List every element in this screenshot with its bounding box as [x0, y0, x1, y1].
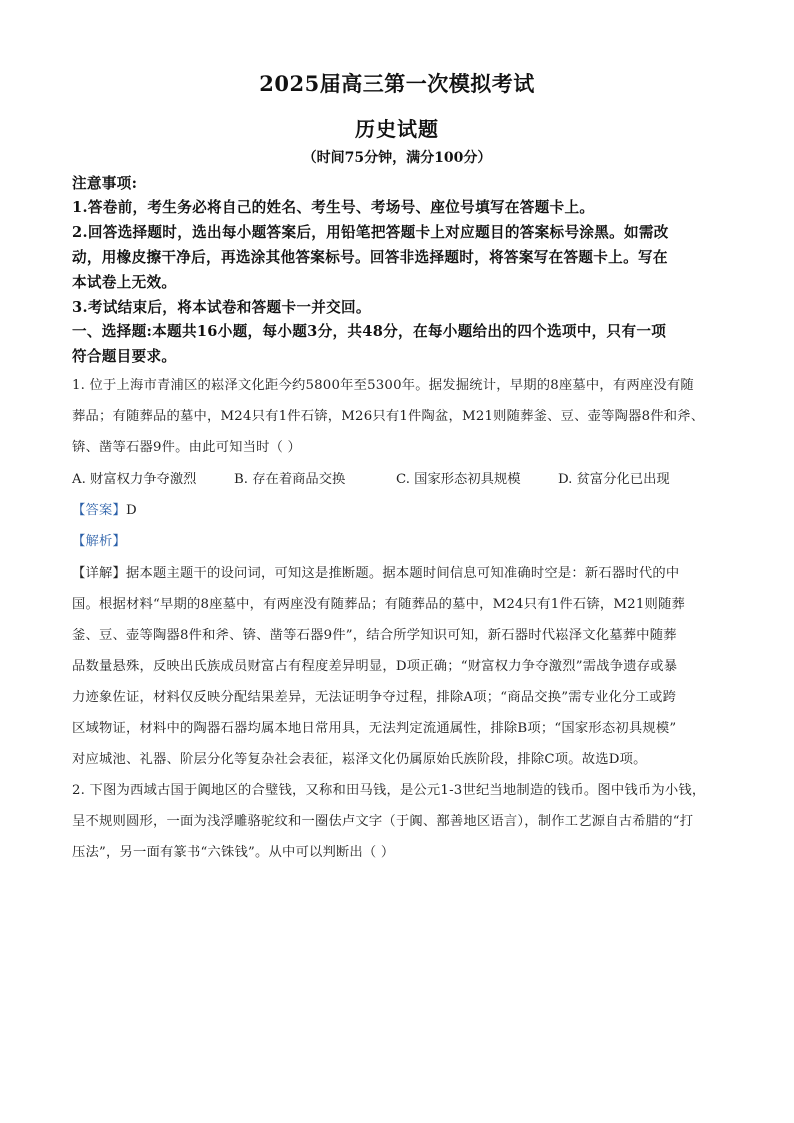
q1-option-d: D. 贫富分化已出现	[558, 472, 670, 487]
notice-item-2-line-1: 2.回答选择题时，选出每小题答案后，用铅笔把答题卡上对应题目的答案标号涂黑。如需改	[72, 224, 669, 241]
q1-stem-line-3: 锛、凿等石器9件。由此可知当时（ ）	[72, 440, 302, 455]
q2-stem-line-3: 压法”，另一面有篆书“六铢钱”。从中可以判断出（ ）	[72, 845, 395, 860]
detail-line-3: 釜、豆、壶等陶器8件和斧、锛、凿等石器9件”，结合所学知识可知，新石器时代崧泽文化墓葬中随葬	[72, 628, 677, 643]
q1-option-c: C. 国家形态初具规模	[396, 472, 521, 487]
q2-stem-line-2: 呈不规则圆形，一面为浅浮雕骆驼纹和一圈佉卢文字（于阗、鄯善地区语言），制作工艺源自古希腊的“打	[72, 814, 694, 829]
notice-item-3: 3.考试结束后，将本试卷和答题卡一并交回。	[72, 299, 371, 316]
answer-tag: 【答案】	[72, 503, 126, 518]
detail-line-1: 【详解】据本题主题干的设问词，可知这是推断题。据本题时间信息可知准确时空是：新石器时代的中	[72, 566, 680, 581]
notice-heading: 注意事项:	[72, 175, 138, 192]
notice-item-1: 1.答卷前，考生务必将自己的姓名、考生号、考场号、座位号填写在答题卡上。	[72, 199, 595, 216]
q2-stem-line-1: 2. 下图为西域古国于阗地区的合璧钱，又称和田马钱，是公元1-3世纪当地制造的钱币。图中钱币为小钱，	[72, 783, 706, 798]
notice-item-2-line-2: 动，用橡皮擦干净后，再选涂其他答案标号。回答非选择题时，将答案写在答题卡上。写在	[72, 249, 668, 266]
detail-line-7: 对应城池、礼器、阶层分化等复杂社会表征，崧泽文化仍属原始氏族阶段，排除C项。故选D项。	[72, 752, 647, 767]
answer-value: D	[126, 503, 137, 518]
q1-answer-row	[72, 499, 732, 518]
exam-title: 2025届高三第一次模拟考试	[259, 71, 535, 96]
section-heading-line-2: 符合题目要求。	[72, 348, 177, 365]
analysis-tag: 【解析】	[72, 534, 126, 549]
time-note: （时间75分钟，满分100分）	[302, 150, 492, 166]
detail-line-4: 品数量悬殊，反映出氏族成员财富占有程度差异明显，D项正确；“财富权力争夺激烈”需战争遗存或暴	[72, 659, 678, 674]
section-heading-line-1: 一、选择题:本题共16小题，每小题3分，共48分，在每小题给出的四个选项中，只有一项	[72, 323, 667, 340]
q1-option-a: A. 财富权力争夺激烈	[72, 472, 197, 487]
subject-title: 历史试题	[355, 117, 439, 141]
q1-option-b: B. 存在着商品交换	[234, 472, 346, 487]
q1-stem-line-1: 1. 位于上海市青浦区的崧泽文化距今约5800年至5300年。据发掘统计，早期的8座墓中，有两座没有随	[72, 378, 694, 393]
notice-item-2-line-3: 本试卷上无效。	[72, 274, 177, 291]
detail-line-5: 力迹象佐证，材料仅反映分配结果差异，无法证明争夺过程，排除A项；“商品交换”需专业化分工或跨	[72, 690, 677, 705]
q1-stem-line-2: 葬品；有随葬品的墓中，M24只有1件石锛，M26只有1件陶盆，M21则随葬釜、豆、壶等陶器8件和斧、	[72, 409, 705, 424]
detail-line-6: 区域物证，材料中的陶器石器均属本地日常用具，无法判定流通属性，排除B项；“国家形态初具规模”	[72, 721, 677, 736]
detail-line-2: 国。根据材料“早期的8座墓中，有两座没有随葬品；有随葬品的墓中，M24只有1件石锛，M21则随葬	[72, 597, 685, 612]
